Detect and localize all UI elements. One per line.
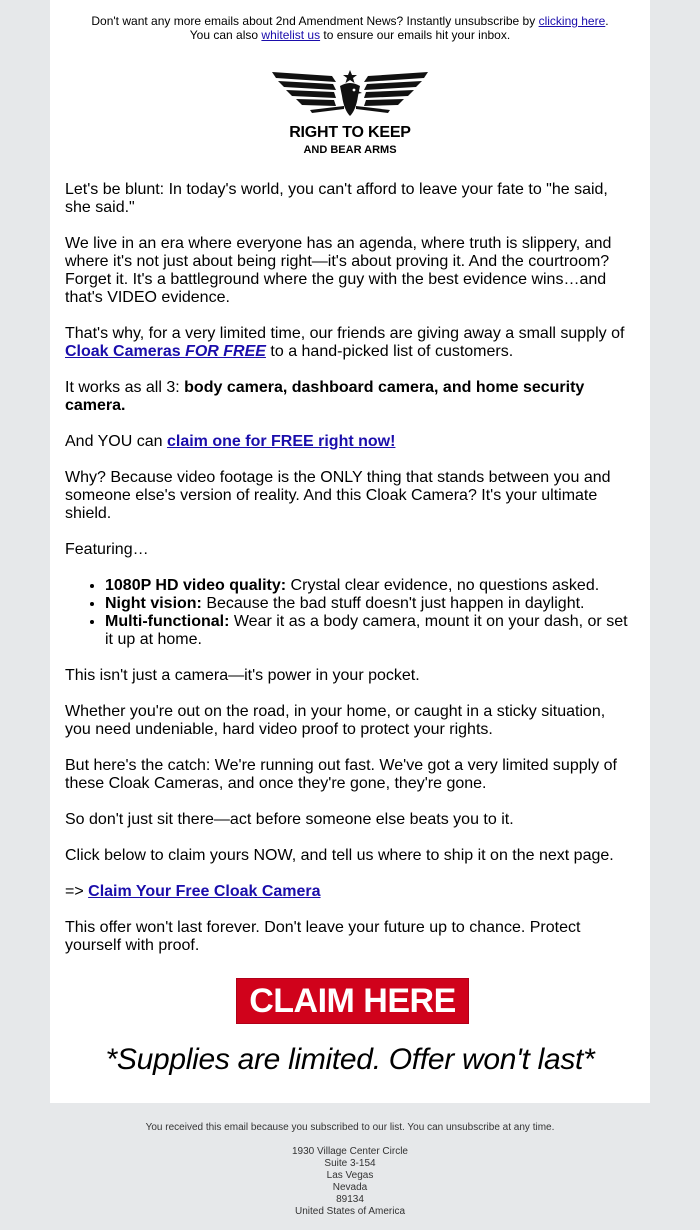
paragraph: We live in an era where everyone has an agenda, where truth is slippery, and where it's not just about being right—it's about proving it. And the courtroom? Forget it. It's a battleground where the guy with the best evidence wins…and that's VIDEO evidence. bbox=[65, 235, 612, 306]
preheader bbox=[50, 14, 650, 42]
mailing-address bbox=[0, 1146, 700, 1218]
preheader-text: Don't want any more emails about 2nd Amendment News? Instantly unsubscribe by bbox=[91, 14, 539, 28]
limited-supply-notice: *Supplies are limited. Offer won't last* bbox=[105, 1043, 595, 1076]
paragraph bbox=[65, 325, 635, 361]
paragraph: So don't just sit there—act before someone else beats you to it. bbox=[65, 811, 514, 828]
preheader-line-1 bbox=[50, 14, 650, 28]
claim-camera-link[interactable]: Claim Your Free Cloak Camera bbox=[88, 883, 321, 900]
paragraph: This offer won't last forever. Don't leave your future up to chance. Protect yourself with proof. bbox=[65, 919, 581, 954]
cloak-cameras-link[interactable] bbox=[65, 343, 266, 360]
address-line: Las Vegas bbox=[326, 1170, 374, 1181]
address-line: 89134 bbox=[336, 1194, 364, 1205]
link-text-italic: FOR FREE bbox=[185, 343, 266, 360]
feature-title: Multi-functional: bbox=[105, 613, 230, 630]
email-body bbox=[65, 181, 635, 973]
list-item bbox=[105, 577, 635, 595]
preheader-text-2: You can also bbox=[189, 28, 262, 42]
preheader-text-2-end: to ensure our emails hit your inbox. bbox=[320, 28, 511, 42]
paragraph: This isn't just a camera—it's power in your pocket. bbox=[65, 667, 420, 684]
paragraph: But here's the catch: We're running out fast. We've got a very limited supply of these Cloak Cameras, and once they're gone, they're gone. bbox=[65, 757, 617, 792]
address-line: United States of America bbox=[294, 1206, 406, 1217]
brand-logo[interactable] bbox=[270, 66, 430, 160]
list-item bbox=[105, 595, 635, 613]
whitelist-link[interactable]: whitelist us bbox=[261, 28, 321, 42]
paragraph-bold: body camera, dashboard camera, and home security camera. bbox=[65, 379, 585, 414]
paragraph: Click below to claim yours NOW, and tell us where to ship it on the next page. bbox=[65, 847, 614, 864]
arrow-text: => bbox=[65, 883, 89, 900]
feature-text: Crystal clear evidence, no questions asked. bbox=[286, 577, 600, 594]
paragraph-text: It works as all 3: bbox=[65, 379, 185, 396]
email-footer bbox=[0, 1122, 700, 1218]
email-card bbox=[50, 0, 650, 1103]
address-line: Nevada bbox=[332, 1182, 368, 1193]
link-text: Cloak Cameras bbox=[65, 343, 186, 360]
preheader-line-2 bbox=[50, 28, 650, 42]
paragraph: Let's be blunt: In today's world, you can't afford to leave your fate to "he said, she said." bbox=[65, 181, 608, 216]
feature-title: 1080P HD video quality: bbox=[105, 577, 287, 594]
paragraph bbox=[65, 883, 635, 901]
feature-text: Wear it as a body camera, mount it on your dash, or set it up at home. bbox=[105, 613, 628, 648]
paragraph bbox=[65, 433, 635, 451]
address-line: Suite 3-154 bbox=[324, 1158, 376, 1169]
logo-subtitle: AND BEAR ARMS bbox=[303, 144, 397, 156]
paragraph: Featuring… bbox=[65, 541, 149, 558]
claim-here-button[interactable]: CLAIM HERE bbox=[236, 978, 469, 1024]
paragraph-text: That's why, for a very limited time, our friends are giving away a small supply of bbox=[65, 325, 625, 342]
paragraph bbox=[65, 379, 635, 415]
address-line: 1930 Village Center Circle bbox=[292, 1146, 408, 1157]
claim-free-link[interactable]: claim one for FREE right now! bbox=[166, 433, 396, 450]
feature-text: Because the bad stuff doesn't just happen in daylight. bbox=[201, 595, 585, 612]
paragraph: Why? Because video footage is the ONLY thing that stands between you and someone else's version of reality. And this Cloak Camera? It's your ultimate shield. bbox=[65, 469, 611, 522]
feature-list bbox=[65, 577, 635, 649]
paragraph-text: And YOU can bbox=[65, 433, 167, 450]
paragraph: Whether you're out on the road, in your home, or caught in a sticky situation, you need undeniable, hard video proof to protect your rights. bbox=[65, 703, 606, 738]
eagle-wings-icon bbox=[270, 66, 430, 124]
list-item bbox=[105, 613, 635, 649]
preheader-text-end: . bbox=[605, 14, 609, 28]
subscription-note: You received this email because you subscribed to our list. You can unsubscribe at any time. bbox=[145, 1122, 555, 1133]
feature-title: Night vision: bbox=[105, 595, 202, 612]
logo-title: RIGHT TO KEEP bbox=[289, 124, 411, 141]
unsubscribe-link[interactable]: clicking here bbox=[538, 14, 606, 28]
paragraph-text: to a hand-picked list of customers. bbox=[265, 343, 514, 360]
